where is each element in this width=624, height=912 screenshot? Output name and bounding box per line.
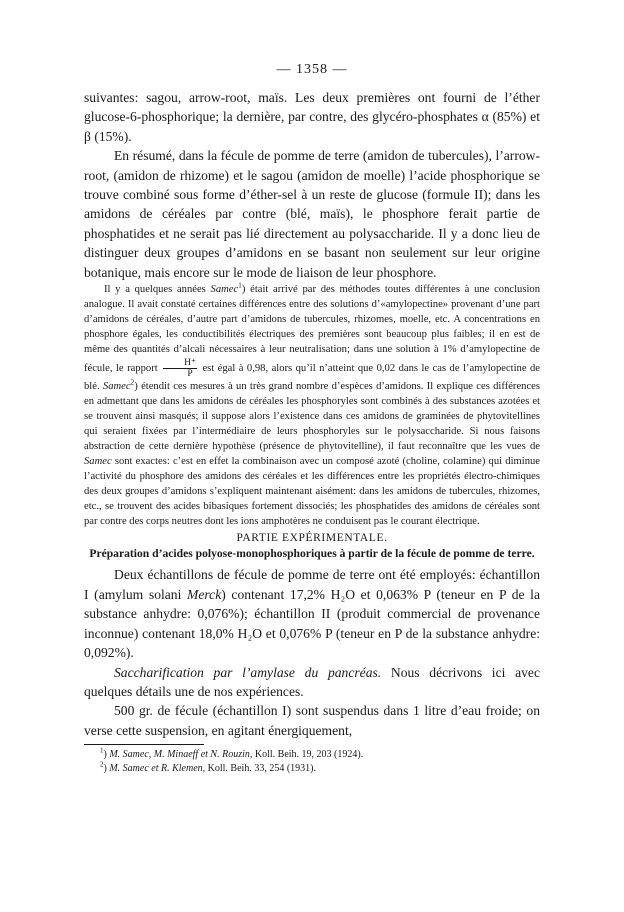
small-print-paragraph: Il y a quelques années Samec$^1$) était arrivé par des méthodes toutes différentes à une conclusion analogue. Il avait constaté certaines différences entre des solutions d’«amylopectine» provenant d’une part d’amidons de céréales, d’autre part d’amidons de tubercules, rhizomes, moelle, etc. A concentrations en phosphore égales, les conductibilités électriques des premières sont beaucoup plus faibles; il en est de même des quantités d’alcali nécessaires à leur neutralisation; dans une solution à 1% d’amylopectine de fécule, le rapport $\frac{H^+}{P}$ est égal à 0,98, alors qu’il n’atteint que 0,02 dans le cas de l’amylopectine de blé. Samec$^2$) étendit ces mesures à un très grand nombre d’espèces d’amidons. Il explique ces différences en admettant que dans les amidons de céréales les phosphoryles sont combinés à des substances azotées et se trouvent ainsi masqués; il suppose alors l’existence dans ces amidons de graminées de phytovitellines qui seraient fixées par l’intermédiaire de leurs phosphoryles sur le polysaccharide. Si nous faisons abstraction de cette dernière hypothèse (présence de phytovitelline), il faut reconnaître que les vues de Samec sont exactes: c’est en effet la combinaison avec un composé azoté (choline, colamine) qui diminue l’activité du phosphore des amidons des céréales et les différences entre les propriétés électro-chimiques des deux groupes d’amidons s’expliquent maintenant aisément: dans les amidons de tubercules, rhizomes, etc., se trouvent des acides bibasiques fortement dissociés; les phosphatides des amidons de céréales sont par contre des corps neutres dont les ions amphotères ne conduisent pas le courant électrique.	[84, 280, 540, 528]
paragraph-1: suivantes: sagou, arrow-root, maïs. Les deux premières ont fourni de l’éther glucose-6-phosphorique; la dernière, par contre, des glycéro-phosphates α (85%) et β (15%).	[84, 90, 540, 144]
footnote-1-mark: 1	[100, 746, 104, 755]
footnote-1: $^1$) M. Samec, M. Minaeff et N. Rouzin, Koll. Beih. 19, 203 (1924).	[100, 746, 364, 761]
author-samec-2: Samec	[102, 380, 131, 392]
fraction-denominator: P	[187, 368, 193, 379]
footnote-ref-2: 2	[130, 377, 135, 386]
paragraph-3-text-a: Deux échantillons de fécule de pomme de terre ont été employés: échantillon I (amylum solani	[84, 567, 540, 602]
fraction-h-over-p	[163, 358, 197, 379]
footnote-2-mark: 2	[100, 760, 104, 769]
author-samec: Samec	[210, 284, 239, 296]
footnote-1-authors: M. Samec, M. Minaeff et N. Rouzin,	[109, 749, 253, 761]
author-samec-3: Samec	[84, 456, 112, 467]
paragraph-4	[84, 663, 540, 702]
subsection-title: Préparation d’acides polyose-monophosphoriques à partir de la fécule de pomme de terre.	[89, 547, 535, 561]
merck: Merck	[187, 586, 222, 602]
small-text-b: était arrivé par des méthodes toutes différentes à une conclusion analogue. Il avait constaté certaines différences entre des solutions d’«amylopectine» provenant d’une part d’amidons de céréales, d’autre part d’amidons de tubercules, rhizomes, moelle, etc. A concentrations en phosphore égales, les conductibilités électriques des premières sont beaucoup plus faibles; il en est de même des quantités d’alcali nécessaires à leur neutralisation; dans une solution à 1% d’amylopectine de fécule, le rapport	[84, 284, 540, 374]
footnote-2-authors: M. Samec et R. Klemen,	[109, 762, 206, 774]
paragraph-3	[84, 565, 540, 662]
small-text-d: étendit ces mesures à un très grand nombre d’espèces d’amidons. Il explique ces différences en admettant que dans les amidons de céréales les phosphoryles sont combinés à des substances azotées et se trouvent ainsi masqués; il suppose alors l’existence dans ces amidons de graminées de phytovitellines qui seraient fixées par l’intermédiaire de leurs phosphoryles sur le polysaccharide. Si nous faisons abstraction de cette dernière hypothèse (présence de phytovitelline), il faut reconnaître que les vues de	[84, 380, 540, 452]
paragraph-5: 500 gr. de fécule (échantillon I) sont suspendus dans 1 litre d’eau froide; on verse cette suspension, en agitant énergiquement,	[84, 703, 540, 738]
footnote-2-rest: Koll. Beih. 33, 254 (1931).	[205, 762, 316, 774]
page	[84, 62, 540, 775]
section-title: PARTIE EXPÉRIMENTALE.	[236, 532, 388, 545]
footnote-1-rest: Koll. Beih. 19, 203 (1924).	[252, 749, 364, 761]
paragraph-3-text-b: ) contenant 17,2% H₂O et 0,063% P (teneur en P de la substance anhydre: 0,076%); échantillon II (produit commercial de provenance inconnue) contenant 18,0% H₂O et 0,076% P (teneur en P de la substance anhydre: 0,092%).	[84, 586, 540, 661]
footnote-ref-1: 1	[238, 280, 242, 290]
small-text-c: est égal à 0,98, alors qu’il n’atteint que 0,02 dans le cas de l’amylopectine de blé.	[84, 362, 540, 392]
footnote-2: $^2$) M. Samec et R. Klemen, Koll. Beih. 33, 254 (1931).	[100, 760, 316, 774]
footnote-rule	[84, 744, 204, 745]
paragraph-2: En résumé, dans la fécule de pomme de terre (amidon de tubercules), l’arrow-root, (amidon de rhizome) et le sagou (amidon de moelle) l’acide phosphorique se trouve combiné sous forme d’éther-sel à un reste de glucose (formule II); dans les amidons de céréales par contre (blé, maïs), le phosphore ferait partie de phosphatides et ne serait pas lié directement au polysaccharide. Il y a donc lieu de distinguer deux groupes d’amidons en se basant non seulement sur leur origine botanique, mais encore sur le mode de liaison de leur phosphore.	[84, 148, 540, 280]
paragraph-4-text: Nous décrivons ici avec quelques détails une de nos expériences.	[84, 664, 540, 699]
paragraph-4-italic: Saccharification par l’amylase du pancréas.	[114, 664, 382, 680]
fraction-numerator: H⁺	[163, 358, 197, 369]
page-number: — 1358 —	[276, 62, 348, 77]
small-text-a: Il y a quelques années	[104, 284, 211, 296]
small-text-e: sont exactes: c’est en effet la combinaison avec un composé azoté (choline, colamine) qui diminue l’activité du phosphore des amidons des céréales et les différences entre les propriétés électro-chimiques des deux groupes d’amidons s’expliquent maintenant aisément: dans les amidons de tubercules, rhizomes, etc., se trouvent des acides bibasiques fortement dissociés; les phosphatides des amidons de céréales sont par contre des corps neutres dont les ions amphotères ne conduisent pas le courant électrique.	[84, 456, 540, 528]
